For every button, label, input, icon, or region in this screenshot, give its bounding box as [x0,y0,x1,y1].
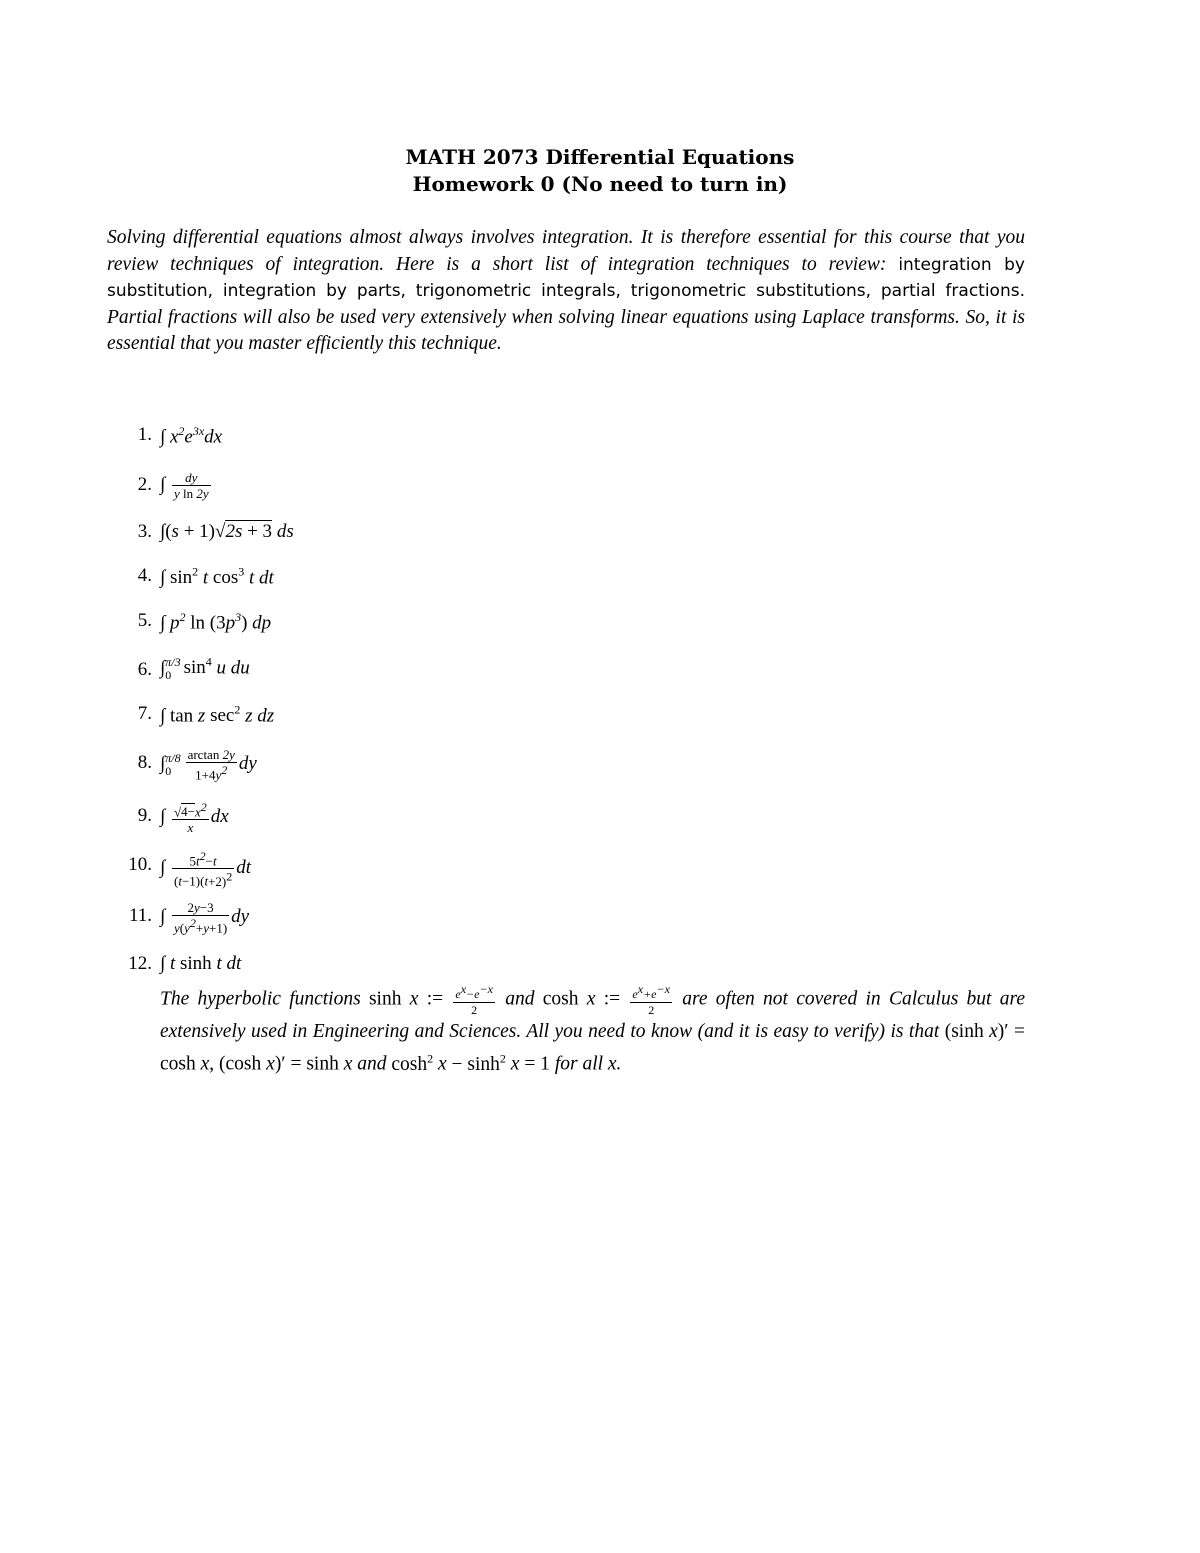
integral-expression: ∫ tan z $\sec^2 z$ dz [160,703,275,727]
problem-11 [0,900,1200,940]
integral-expression: ∫ $\sin^2 t$ $\cos^3 t$ dt [160,565,274,589]
problem-10 [0,849,1200,889]
intro-text-2: Partial fractions will also be used very extensively when solving linear equations using Laplace transforms. So, it is essential that you master efficiently this technique. [107,306,1025,355]
note-text: and [352,1053,392,1075]
problem-number: 11. [128,905,152,926]
problem-7 [0,703,1200,743]
problem-number: 5. [137,610,152,631]
homework-subtitle: Homework 0 (No need to turn in) [412,172,788,196]
integral-expression: ∫ π/3 0 $\sin^4 u$ du [160,654,250,682]
integral-expression: ∫ t sinh t dt [160,953,242,974]
problem-number: 2. [137,474,152,495]
problem-2 [0,470,1200,510]
note-text: for all [549,1053,608,1075]
problem-9 [0,800,1200,840]
integral-expression: ∫ $\frac{√4-x^2}{x}$ dx [160,800,229,836]
note-text: and [496,988,543,1010]
integral-expression: ∫ $\frac{2y-3}{y(y^2+y+1)}$ dy [160,900,250,936]
intro-text-1: Solving differential equations almost always involves integration. It is therefore essential for this course that you review techniques of integration. Here is a short list of integration techniques to review: [107,227,1025,275]
problem-number: 10. [128,854,152,875]
problem-number: 12. [128,953,152,974]
problem-1 [0,424,1200,464]
course-title: MATH 2073 Differential Equations [405,145,795,169]
integral-expression: ∫ π/8 0 $\frac{\arctan 2y}{1+4y^2}$ dy [160,747,257,783]
problem-number: 8. [137,752,152,773]
problem-number: 9. [137,805,152,826]
note-text: are often not covered in Calculus but are extensively used in Engineering and Sciences. All you need to know (and it is easy to verify) is that [160,988,1026,1042]
integral-expression: ∫ $\frac{5t^2-t}{(t-1)(t+2)^2}$ dt [160,849,252,889]
problem-number: 4. [137,565,152,586]
integral-expression: ∫(s + 1)√2s + 3 ds [160,521,294,542]
integral-expression: ∫ $p^2$ $\ln (3p^3)$ dp [160,610,272,634]
problem-4 [0,565,1200,605]
intro-paragraph [107,225,1025,358]
problem-number: 6. [137,659,152,680]
problem-3 [0,521,1200,561]
problem-number: 3. [137,521,152,542]
problem-5 [0,610,1200,650]
integral-expression: ∫ $\frac{dy}{\text{y ln 2y}}$ [160,470,209,501]
problem-number: 1. [137,424,152,445]
note-text: The hyperbolic functions [160,988,369,1010]
problem-number: 7. [137,703,152,724]
problem-8 [0,747,1200,787]
intro-techniques: integration by substitution, integration by parts, trigonometric integrals, trigonometric substitutions, partial fractions. [107,254,1025,302]
integral-expression: ∫ $x^2e^{3x}dx$ [160,424,223,448]
hyperbolic-note: The hyperbolic functions sinh x := $\frac{e^x-e^{-x}}{2}$ and cosh x := $\frac{e^x+e^{-x}}{2}$ are often not covered in Calculus but are extensively used in Engineering and Sciences. All you need to know (and it is easy to verify) is that (sinh x)′ = cosh x, (cosh x)′ = sinh x and $\cosh^2 x - \sinh^2 x = 1$ for all x. [160,982,1026,1075]
problem-6 [0,655,1200,695]
